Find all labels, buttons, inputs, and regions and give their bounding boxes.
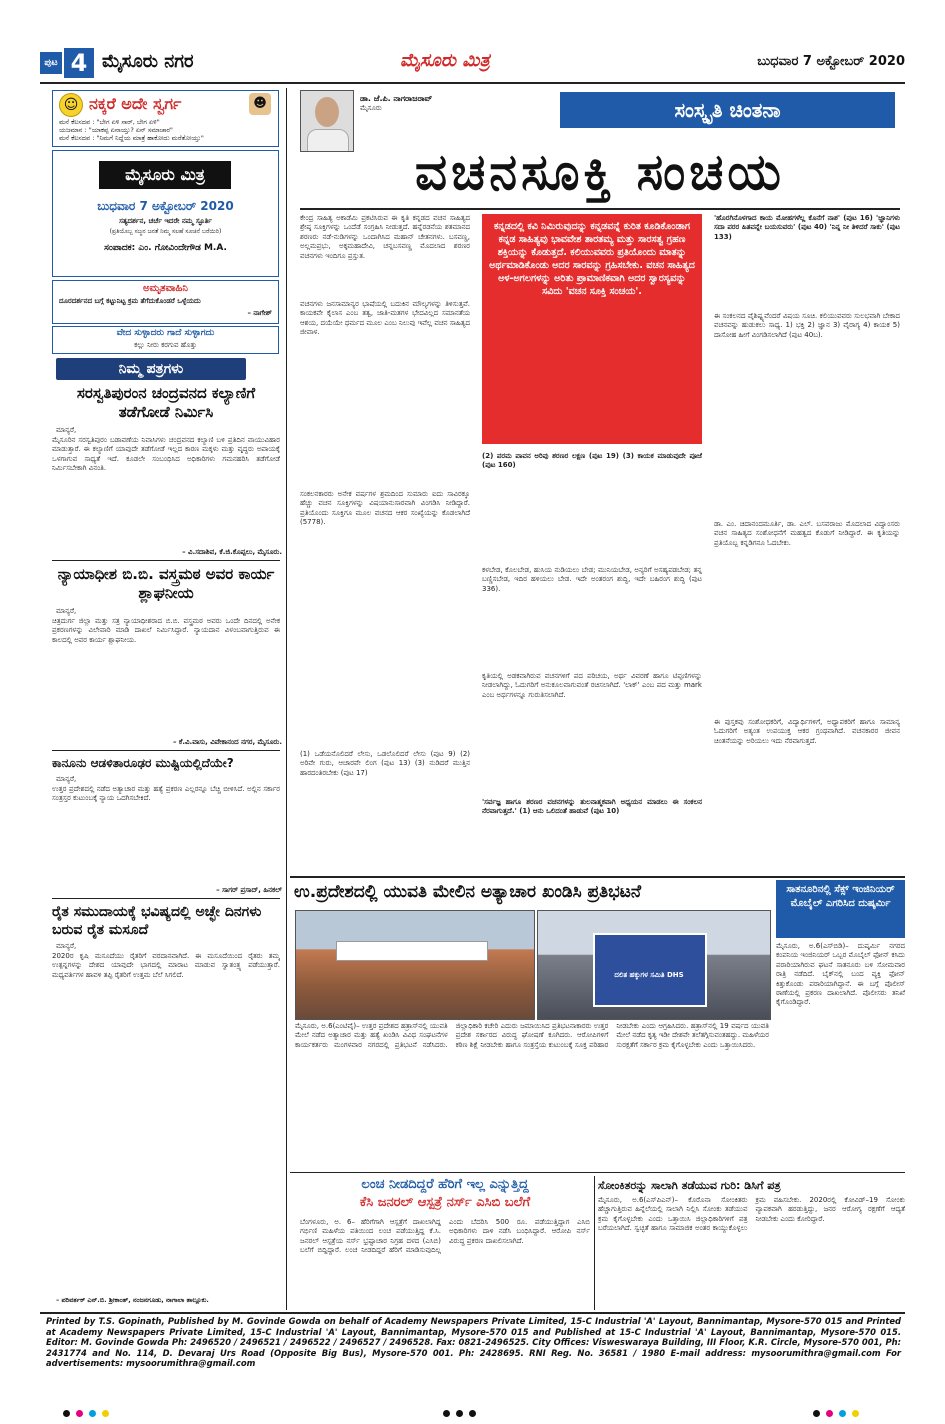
letter-title: ರೈತ ಸಮುದಾಯಕ್ಕೆ ಭವಿಷ್ಯದಲ್ಲಿ ಅಚ್ಛೇ ದಿನಗಳು ಬರುವ ರೈತ ಮಸೂದೆ (52, 904, 262, 938)
bribe-headline: ಲಂಚ ನೀಡದಿದ್ದರೆ ಹೆರಿಗೆ ಇಲ್ಲ ಎನ್ನುತ್ತಿದ್ದ (361, 1177, 529, 1192)
proverb-text: ಕಲ್ಲು ನೀರು ಕರಗುವ ಹೊತ್ತು (134, 341, 197, 349)
protest-headline: ಉ.ಪ್ರದೇಶದಲ್ಲಿ ಯುವತಿ ಮೇಲಿನ ಅತ್ಯಾಚಾರ ಖಂಡಿಸಿ ಪ್ರತಿಭಟನೆ (294, 882, 642, 902)
bribe-subheadline: ಕೆಸಿ ಜನರಲ್ ಆಸ್ಪತ್ರೆ ನರ್ಸ್ ಎಸಿಬಿ ಬಲೆಗೆ (359, 1195, 531, 1210)
editorial-date: ಬುಧವಾರ 7 ಅಕ್ಟೋಬರ್ 2020 (97, 199, 234, 213)
author-head (315, 97, 339, 127)
registration-marks-left (60, 1402, 112, 1421)
letters-banner: ನಿಮ್ಮ ಪತ್ರಗಳು (56, 358, 246, 380)
bribe-body: ಬೆಂಗಳೂರು, ಅ. 6– ಹೆರಿಗೆಗಾಗಿ ಆಸ್ಪತ್ರೆಗೆ ದಾಖಲಾಗಿದ್ದ ಗರ್ಭಿಣಿ ಮಹಿಳೆಯ ಪತಿಯಿಂದ ಲಂಚ ಪಡೆಯುತ್ತಿದ್ದ ಕೆ.ಸಿ. ಜನರಲ್ ಆಸ್ಪತ್ರೆಯ ನರ್ಸ್ ಭ್ರಷ್ಟಾಚಾರ ನಿಗ್ರಹ ದಳದ (ಎಸಿಬಿ) ಬಲೆಗೆ ಬಿದ್ದಿದ್ದಾರೆ. ಲಂಚ ನೀಡದಿದ್ದರೆ ಹೆರಿಗೆ ಮಾಡಿಸುವುದಿಲ್ಲ ಎಂದು ಬೆದರಿಸಿ 500 ರೂ. ಪಡೆಯುತ್ತಿದ್ದಾಗ ಎಸಿಬಿ ಅಧಿಕಾರಿಗಳು ದಾಳಿ ನಡೆಸಿ ಬಂಧಿಸಿದ್ದಾರೆ. ಆರೋಪಿ ನರ್ಸ್ ವಿರುದ್ಧ ಪ್ರಕರಣ ದಾಖಲಿಸಲಾಗಿದೆ. (300, 1218, 590, 1255)
humor-line: ಯಜಮಾನ : "ಯಾಕಪ್ಪ ಏನಾಯ್ತು? ಏನ್ ಸಮಾಚಾರ" (59, 126, 173, 134)
divider (290, 1172, 905, 1173)
letter-author: – ಪರಿವರ್ತಕ್ ಎನ್.ಬಿ. ಶ್ರೀಕಾಂತ್, ನಂಜನಗೂಡು, ನಾಗಾಲಾ ತಾಲ್ಲೂಕು. (56, 1296, 209, 1304)
amrutha-author: – ನಾಗೇಶ್ (247, 309, 272, 317)
letter-title: ನ್ಯಾಯಾಧೀಶ ಬಿ.ಬಿ. ವಸ್ತ್ರಮಠ ಅವರ ಕಾರ್ಯ ಶ್ಲಾಘನೀಯ (57, 565, 275, 602)
page-number: 4 (64, 48, 94, 78)
letter-body: ಮೈಸೂರಿನ ಸರಸ್ವತಿಪುರಂ ಬಡಾವಣೆಯ ನಿವಾಸಿಗಳು ಚಂದ್ರವನದ ಕಲ್ಯಾಣಿ ಬಳಿ ಪ್ರತಿದಿನ ವಾಯುವಿಹಾರ ಮಾಡುತ್ತಾರೆ. ಈ ಕಲ್ಯಾಣಿಗೆ ಯಾವುದೇ ತಡೆಗೋಡೆ ಇಲ್ಲದ ಕಾರಣ ಮಕ್ಕಳು ಮತ್ತು ವೃದ್ಧರು ಅಪಾಯಕ್ಕೆ ಒಳಗಾಗುವ ಸಾಧ್ಯತೆ ಇದೆ. ಕೂಡಲೇ ಸಂಬಂಧಿಸಿದ ಅಧಿಕಾರಿಗಳು ಗಮನಹರಿಸಿ ತಡೆಗೋಡೆ ನಿರ್ಮಿಸಬೇಕಾಗಿ ವಿನಂತಿ. (52, 436, 280, 473)
feature-right: ಈ ಸಂಕಲನದ ವೈಶಿಷ್ಟ್ಯವೆಂದರೆ ವಿಷಯ ಸೂಚಿ. ಕಲಿಯುವವರು ಸುಲಭವಾಗಿ ಬೇಕಾದ ವಚನವನ್ನು ಹುಡುಕಲು ಸಾಧ್ಯ. 1) ಭಕ್ತಿ 2) ಜ್ಞಾನ 3) ವೈರಾಗ್ಯ 4) ಕಾಯಕ 5) ದಾಸೋಹ ಹೀಗೆ ವಿಂಗಡಿಸಲಾಗಿದೆ (ಪುಟ 40ಬ). (714, 312, 900, 339)
amrutha-box (52, 280, 279, 324)
feature-middle: ಕಳಬೇಡ, ಕೊಲಬೇಡ, ಹುಸಿಯ ನುಡಿಯಲು ಬೇಡ; ಮುನಿಯಬೇಡ, ಅನ್ಯರಿಗೆ ಅಸಹ್ಯಪಡಬೇಡ; ತನ್ನ ಬಣ್ಣಿಸಬೇಡ, ಇದಿರ ಹಳಿಯಲು ಬೇಡ. ಇದೇ ಅಂತರಂಗ ಶುದ್ಧಿ, ಇದೇ ಬಹಿರಂಗ ಶುದ್ಧಿ (ಪುಟ 336). (482, 566, 702, 593)
feature-middle: ಕೃತಿಯಲ್ಲಿ ಅಡಕವಾಗಿರುವ ವಚನಗಳಿಗೆ ಪದ ಪರಿಚಯ, ಅರ್ಥ ವಿವರಣೆ ಹಾಗೂ ಟಿಪ್ಪಣಿಗಳನ್ನು ನೀಡಲಾಗಿದ್ದು, ಓದುಗರಿಗೆ ಅನುಕೂಲವಾಗುವಂತೆ ರಚಿಸಲಾಗಿದೆ. 'ಲಾಕ್' ಎಂಬ ಪದ ಮತ್ತು mark ಎಂಬ ಅರ್ಥಗಳನ್ನೂ ಗುರುತಿಸಲಾಗಿದೆ. (482, 672, 702, 699)
divider (300, 208, 900, 210)
divider (52, 560, 280, 561)
column-divider (286, 88, 287, 1310)
feature-highlight (482, 214, 702, 444)
letter-author: – ಕೆ.ವಿ.ವಾಸು, ವಿವೇಕಾನಂದ ನಗರ, ಮೈಸೂರು. (173, 738, 282, 746)
feature-body: ಸಂಕಲನಕಾರರು ಅನೇಕ ವರ್ಷಗಳ ಶ್ರಮದಿಂದ ಸುಮಾರು ಐದು ಸಾವಿರಕ್ಕೂ ಹೆಚ್ಚು ವಚನ ಸೂಕ್ತಿಗಳನ್ನು ವಿಷಯಾನುಸಾರವಾಗಿ ವಿಂಗಡಿಸಿ ನೀಡಿದ್ದಾರೆ. ಪ್ರತಿಯೊಂದು ಸೂಕ್ತಿಗೂ ಮೂಲ ವಚನದ ಆಕರ ಸಂಖ್ಯೆಯನ್ನು ಕೊಡಲಾಗಿದೆ (5778). (300, 490, 470, 527)
masthead-paper-name: ಮೈಸೂರು ಮಿತ್ರ (400, 50, 490, 71)
covid-body: ಮೈಸೂರು, ಅ.6(ಎಸ್‌ಪಿಎನ್)– ಕೊರೊನಾ ಸೋಂಕಿತರು ಹೆಚ್ಚಾಗುತ್ತಿರುವ ಹಿನ್ನೆಲೆಯಲ್ಲಿ ಸಾಲಾಗಿ ನಿಲ್ಲಿಸಿ ಸೋಂಕು ತಡೆಯುವ ಕ್ರಮ ಕೈಗೊಳ್ಳಬೇಕು ಎಂದು ಒತ್ತಾಯಿಸಿ ಜಿಲ್ಲಾಧಿಕಾರಿಗಳಿಗೆ ಪತ್ರ ಬರೆಯಲಾಗಿದೆ. ಸ್ವಚ್ಛತೆ ಹಾಗೂ ಸಾಮಾಜಿಕ ಅಂತರ ಕಾಯ್ದುಕೊಳ್ಳಲು ಕ್ರಮ ವಹಿಸಬೇಕು. 2020ರಲ್ಲಿ ಕೋವಿಡ್–19 ಸೋಂಕು ವ್ಯಾಪಕವಾಗಿ ಹರಡುತ್ತಿದ್ದು, ಜನರ ಆರೋಗ್ಯ ರಕ್ಷಣೆಗೆ ಆದ್ಯತೆ ನೀಡಬೇಕು ಎಂದು ಕೋರಿದ್ದಾರೆ. (598, 1196, 905, 1233)
nurse-headline-box: ಸಾತನೂರಿನಲ್ಲಿ ಸೆಕ್ಸ್ ಇಂಜಿನಿಯರ್ ಮೊಬೈಲ್ ಎಗರಿಸಿದ ದುಷ್ಕರ್ಮಿ (776, 880, 905, 938)
portrait-placard (593, 933, 707, 1007)
feature-right: ಡಾ. ಎಂ. ಚಿದಾನಂದಮೂರ್ತಿ, ಡಾ. ಎಲ್. ಬಸವರಾಜು ಮೊದಲಾದ ವಿದ್ವಾಂಸರು ವಚನ ಸಾಹಿತ್ಯದ ಸಂಶೋಧನೆಗೆ ಮಹತ್ವದ ಕೊಡುಗೆ ನೀಡಿದ್ದಾರೆ. ಈ ಕೃತಿಯನ್ನು ಪ್ರತಿಯೊಬ್ಬ ಕನ್ನಡಿಗನೂ ಓದಬೇಕು. (714, 520, 900, 547)
registration-marks-center (440, 1402, 479, 1421)
letter-title: ಕಾನೂನು ಆಡಳಿತಾರೂಢರ ಮುಷ್ಟಿಯಲ್ಲಿದೆಯೇ? (52, 756, 234, 770)
letter-body: 2020ರ ಕೃಷಿ ಮಸೂದೆಯು ರೈತರಿಗೆ ವರದಾನವಾಗಿದೆ. ಈ ಮಸೂದೆಯಿಂದ ರೈತರು ತಮ್ಮ ಉತ್ಪನ್ನಗಳನ್ನು ದೇಶದ ಯಾವುದೇ ಭಾಗದಲ್ಲಿ ಮಾರಾಟ ಮಾಡುವ ಸ್ವಾತಂತ್ರ್ಯ ಪಡೆಯುತ್ತಾರೆ. ಮಧ್ಯವರ್ತಿಗಳ ಹಾವಳಿ ತಪ್ಪಿ ರೈತರಿಗೆ ಉತ್ತಮ ಬೆಲೆ ಸಿಗಲಿದೆ. (52, 952, 280, 979)
feature-middle: (2) ಪರಮ ಪಾವನ ಅರಿವು ಶರಣರ ಲಕ್ಷಣ (ಪುಟ 19) (3) ಕಾಯಕ ಮಾಡುವುದೇ ಪೂಜೆ (ಪುಟ 160) (482, 452, 702, 470)
amrutha-title: ಅಮೃತವಾಹಿನಿ (143, 283, 188, 294)
registration-marks-right (810, 1402, 862, 1421)
feature-body: ವಚನಗಳು ಜನಸಾಮಾನ್ಯರ ಭಾಷೆಯಲ್ಲಿ ಬದುಕಿನ ಮೌಲ್ಯಗಳನ್ನು ತಿಳಿಸುತ್ತವೆ. ಕಾಯಕವೇ ಕೈಲಾಸ ಎಂಬ ತತ್ವ, ಜಾತಿ-ಮತಗಳ ಭೇದವಿಲ್ಲದ ಸಮಾನತೆಯ ಆಶಯ, ದಯೆಯೇ ಧರ್ಮದ ಮೂಲ ಎಂಬ ನಿಲುವು ಇವೆಲ್ಲ ವಚನ ಸಾಹಿತ್ಯದ ಜೀವಾಳ. (300, 300, 470, 337)
footer-rule (40, 1312, 905, 1314)
editorial-motto: ಸತ್ಯದರ್ಶನ, ಚರ್ಚೆ ಇದರೇ ನಮ್ಮ ಸ್ಫೂರ್ತಿ (119, 217, 212, 225)
letter-salutation: ಮಾನ್ಯರೆ, (56, 942, 77, 950)
divider (52, 750, 280, 751)
imprint: Printed by T.S. Gopinath, Published by M. Govinde Gowda on behalf of Academy Newspapers Private Limited, 15-C Industrial 'A' Layout, Bannimantap, Mysore-570 015 and Printed at Academy Newspapers Private Limited, 15-C Industrial 'A' Layout, Bannimantap, Mysore-570 015 and Published at 15-C Industrial 'A' Layout, Bannimantap, Mysore-570 015. Editor: M. Govinde Gowda Ph: 2496520 / 2496521 / 2496522 / 2496527 / 2496528. Fax: 0821-2496525. City Offices: Visweswaraya Building, III Floor, K.R. Circle, Mysore-570 001, Ph: 2431774 and No. 114, D. Devaraj Urs Road (Opposite Big Bus), Mysore-570 001. Ph: 2428695. RNI Reg. No. 36581 / 1980 E-mail address: mysoorumithra@gmail.com For advertisements: mysoorumithra@gmail.com (46, 1316, 901, 1369)
section-name: ಮೈಸೂರು ನಗರ (102, 51, 194, 72)
proverb-box (52, 326, 279, 354)
feature-right: ಈ ಪುಸ್ತಕವು ಸಂಶೋಧಕರಿಗೆ, ವಿದ್ಯಾರ್ಥಿಗಳಿಗೆ, ಅಧ್ಯಾಪಕರಿಗೆ ಹಾಗೂ ಸಾಮಾನ್ಯ ಓದುಗರಿಗೆ ಅತ್ಯಂತ ಉಪಯುಕ್ತ ಆಕರ ಗ್ರಂಥವಾಗಿದೆ. ವಚನಕಾರರ ಜೀವನ ಚಿಂತನೆಯನ್ನು ಅರಿಯಲು ಇದು ನೆರವಾಗುತ್ತದೆ. (714, 718, 900, 745)
page-label: ಪುಟ (40, 52, 62, 74)
feature-right: 'ಹೊರಗಿನೊಳಗಾದ ಕಾಯ ಮೋಹಗಳೆಲ್ಲ ಕೊನೆಗೆ ನಾಶ' (ಪುಟ 16) 'ಜ್ಞಾನಿಗಳು ಸದಾ ಪರರ ಹಿತವನ್ನೇ ಬಯಸುವರು' (ಪುಟ 40) 'ನಿನ್ನ ನೀ ತಿಳಿದರೆ ಸಾಕು' (ಪುಟ 133) (714, 214, 900, 241)
letter-body: ಚಿತ್ರದುರ್ಗ ಜಿಲ್ಲಾ ಮತ್ತು ಸತ್ರ ನ್ಯಾಯಾಧೀಶರಾದ ಬಿ.ಬಿ. ವಸ್ತ್ರಮಠ ಅವರು ಒಂದೇ ದಿನದಲ್ಲಿ ಅನೇಕ ಪ್ರಕರಣಗಳನ್ನು ವಿಲೇವಾರಿ ಮಾಡಿ ದಾಖಲೆ ನಿರ್ಮಿಸಿದ್ದಾರೆ. ನ್ಯಾಯದಾನ ವಿಳಂಬವಾಗುತ್ತಿರುವ ಈ ಕಾಲದಲ್ಲಿ ಅವರ ಕಾರ್ಯ ಶ್ಲಾಘನೀಯ. (52, 617, 280, 644)
protest-body: ಮೈಸೂರು, ಅ.6(ಎಂಟಿವೈ)– ಉತ್ತರ ಪ್ರದೇಶದ ಹತ್ರಾಸ್‌ನಲ್ಲಿ ಯುವತಿ ಮೇಲೆ ನಡೆದ ಅತ್ಯಾಚಾರ ಮತ್ತು ಹತ್ಯೆ ಖಂಡಿಸಿ ವಿವಿಧ ಸಂಘಟನೆಗಳ ಕಾರ್ಯಕರ್ತರು ಮಂಗಳವಾರ ನಗರದಲ್ಲಿ ಪ್ರತಿಭಟನೆ ನಡೆಸಿದರು. ಜಿಲ್ಲಾಧಿಕಾರಿ ಕಚೇರಿ ಎದುರು ಜಮಾಯಿಸಿದ ಪ್ರತಿಭಟನಾಕಾರರು ಉತ್ತರ ಪ್ರದೇಶ ಸರ್ಕಾರದ ವಿರುದ್ಧ ಘೋಷಣೆ ಕೂಗಿದರು. ಆರೋಪಿಗಳಿಗೆ ಕಠಿಣ ಶಿಕ್ಷೆ ನೀಡಬೇಕು ಹಾಗೂ ಸಂತ್ರಸ್ತೆಯ ಕುಟುಂಬಕ್ಕೆ ಸೂಕ್ತ ಪರಿಹಾರ ನೀಡಬೇಕು ಎಂದು ಆಗ್ರಹಿಸಿದರು. ಹತ್ರಾಸ್‌ನಲ್ಲಿ 19 ವರ್ಷದ ಯುವತಿ ಮೇಲೆ ನಡೆದ ಕೃತ್ಯ ಇಡೀ ದೇಶವೇ ತಲೆತಗ್ಗಿಸುವಂತಹದ್ದು. ಮಹಿಳೆಯರ ಸುರಕ್ಷತೆಗೆ ಸರ್ಕಾರ ಕ್ರಮ ಕೈಗೊಳ್ಳಬೇಕು ಎಂದು ಒತ್ತಾಯಿಸಿದರು. (295, 1022, 769, 1049)
letter-title: ಸರಸ್ವತಿಪುರಂನ ಚಂದ್ರವನದ ಕಲ್ಯಾಣಿಗೆ ತಡೆಗೋಡೆ ನಿರ್ಮಿಸಿ (76, 384, 256, 421)
proverb-title: ವೇದ ಸುಳ್ಳಾದರು ಗಾದೆ ಸುಳ್ಳಾಗದು (116, 328, 215, 338)
highlight-text: ಕನ್ನಡದಲ್ಲಿ ಕವಿ ನಿಮಿರುವುದನ್ನು ಕನ್ನಡವನ್ನೆ ಕುರಿತ ಕೂಡಿಕೊಂಡಾಗ ಕನ್ನಡ ಸಾಹಿತ್ಯವು ಭಾವವೇಶ ತಾರತಮ್ಯ ಮತ್ತು ಸಾರಸತ್ವ ಗ್ರಹಣ ಶಕ್ತಿಯನ್ನು ಕೊಡುತ್ತದೆ. ಕಲಿಯುವವರು ಪ್ರತಿಯೊಂದು ಮಾತನ್ನು ಅರ್ಥಮಾಡಿಕೊಂಡು ಅದರ ಸಾರವನ್ನು ಗ್ರಹಿಸಬೇಕು. ವಚನ ಸಾಹಿತ್ಯದ ಅಳ-ಅಗಲಗಳನ್ನು ಅರಿತು ಪ್ರಾಮಾಣಿಕವಾಗಿ ಅದರ ಸ್ವಾರಸ್ಯವನ್ನು ಸವಿದು 'ವಚನ ಸೂಕ್ತಿ ಸಂಚಯ'. (489, 221, 695, 297)
masthead-rule (40, 82, 905, 84)
letter-salutation: ಮಾನ್ಯರೆ, (56, 426, 77, 434)
covid-headline: ಸೋಂಕಿತರನ್ನು ಸಾಲಾಗಿ ತಡೆಯುವ ಗುರಿ: ಡಿಸಿಗೆ ಪತ್ರ (598, 1179, 781, 1192)
feature-headline: ವಚನಸೂಕ್ತಿ ಸಂಚಯ (415, 143, 785, 201)
cartoon-figure-icon: ☻ (249, 93, 271, 115)
protest-photo-left (295, 910, 535, 1020)
humor-box (52, 90, 279, 147)
editorial-note: (ಪ್ರತಿಯೊಬ್ಬ ಸಜ್ಜನ ಜನತೆ ನಿಮ್ಮ ಸಲಹೆ ಸೂಚನೆ ಬರೆಯಿರಿ) (109, 228, 222, 235)
protest-banner-text: ದಲಿತ ಹಕ್ಕುಗಳ ಸಮಿತಿ DHS (614, 971, 684, 979)
amrutha-text: ದೂರದರ್ಶನದ ಬಗ್ಗೆ ಕಟ್ಟುನಿಟ್ಟ ಕ್ರಮ ತೆಗೆದುಕೊಂಡರೆ ಒಳ್ಳೆಯದು (59, 297, 201, 305)
protest-photo-right (537, 910, 771, 1020)
humor-title: ನಕ್ಕರೆ ಅದೇ ಸ್ವರ್ಗ (89, 94, 182, 113)
editorial-logo: ಮೈಸೂರು ಮಿತ್ರ (99, 161, 231, 189)
divider (52, 898, 280, 899)
letter-author: – ವಿ.ಸದಾಶಿವ, ಕೆ.ಜಿ.ಕೊಪ್ಪಲು, ಮೈಸೂರು. (182, 548, 282, 556)
divider (290, 876, 905, 878)
mobile-story-body: ಮೈಸೂರು, ಅ.6(ಎಸ್‌ಬಿಡಿ)– ದುಷ್ಕರ್ಮಿ ನಗರದ ಕಂಪನಿಯ ಇಂಜಿನಿಯರ್ ಒಬ್ಬರ ಮೊಬೈಲ್ ಫೋನ್ ಕಸಿದು ಪರಾರಿಯಾಗಿರುವ ಘಟನೆ ಸಾತನೂರು ಬಳಿ ಸೋಮವಾರ ರಾತ್ರಿ ನಡೆದಿದೆ. ಬೈಕ್‌ನಲ್ಲಿ ಬಂದ ವ್ಯಕ್ತಿ ಫೋನ್ ಕಿತ್ತುಕೊಂಡು ಪರಾರಿಯಾಗಿದ್ದಾನೆ. ಈ ಬಗ್ಗೆ ಪೊಲೀಸ್ ಠಾಣೆಯಲ್ಲಿ ಪ್ರಕರಣ ದಾಖಲಾಗಿದೆ. ಪೊಲೀಸರು ತನಿಖೆ ಕೈಗೊಂಡಿದ್ದಾರೆ. (776, 942, 905, 1007)
column-divider (594, 1176, 595, 1310)
letter-salutation: ಮಾನ್ಯರೆ, (56, 775, 77, 783)
series-name: ಸಂಸ್ಕೃತಿ ಚಿಂತನಾ (560, 92, 895, 128)
author-name: ಡಾ. ಜೆ.ಪಿ. ನಾಗರಾಜರಾವ್ (360, 94, 433, 103)
letter-salutation: ಮಾನ್ಯರೆ, (56, 607, 77, 615)
letter-body: ಉತ್ತರ ಪ್ರದೇಶದಲ್ಲಿ ನಡೆದ ಅತ್ಯಾಚಾರ ಮತ್ತು ಹತ್ಯೆ ಪ್ರಕರಣ ಎಲ್ಲರನ್ನೂ ಬೆಚ್ಚಿ ಬೀಳಿಸಿದೆ. ಅಲ್ಲಿನ ಸರ್ಕಾರ ಸಂತ್ರಸ್ತರ ಕುಟುಂಬಕ್ಕೆ ನ್ಯಾಯ ಒದಗಿಸಬೇಕಿದೆ. (52, 785, 280, 803)
author-city: ಮೈಸೂರು (360, 104, 382, 112)
editor-name: ಸಂಪಾದಕ: ಎಂ. ಗೋವಿಂದೇಗೌಡ M.A. (104, 243, 227, 253)
editorial-box (52, 150, 279, 277)
laughing-face-icon: ☺ (59, 93, 83, 117)
feature-body: (1) ಒಡೆಯನೊಲಿದರೆ ಲೇಸು, ಒಡಲೊಲಿದರೆ ಲೇಸು (ಪುಟ 9) (2) ಅರಿವೇ ಗುರು, ಆಚಾರವೇ ಲಿಂಗ (ಪುಟ 13) (3) ನುಡಿದರೆ ಮುತ್ತಿನ ಹಾರದಂತಿರಬೇಕು (ಪುಟ 17) (300, 750, 470, 777)
masthead-date: ಬುಧವಾರ 7 ಅಕ್ಟೋಬರ್ 2020 (757, 54, 905, 69)
letter-author: – ಸಾಗರ್ ಪ್ರಸಾದ್, ಹಿನಕಲ್ (216, 886, 282, 894)
humor-line: ಮನೆ ಕೆಲಸದವ : "ನಿಮಗೆ ನಿದ್ದೆಯ ಮಾತ್ರೆ ಹಾಕೋದು ಮರೆತೋಯ್ತು" (59, 134, 204, 142)
feature-body: ಕೇಂದ್ರ ಸಾಹಿತ್ಯ ಅಕಾಡೆಮಿ ಪ್ರಕಟಿಸಿರುವ ಈ ಕೃತಿ ಕನ್ನಡದ ವಚನ ಸಾಹಿತ್ಯದ ಶ್ರೇಷ್ಠ ಸೂಕ್ತಿಗಳನ್ನು ಒಂದೆಡೆ ಸಂಗ್ರಹಿಸಿ ನೀಡುತ್ತದೆ. ಹನ್ನೆರಡನೆಯ ಶತಮಾನದ ಶರಣರು ನಡೆ-ನುಡಿಗಳನ್ನು ಒಂದಾಗಿಸಿದ ಮಹಾನ್ ಚೇತನಗಳು. ಬಸವಣ್ಣ, ಅಲ್ಲಮಪ್ರಭು, ಅಕ್ಕಮಹಾದೇವಿ, ಚನ್ನಬಸವಣ್ಣ ಮೊದಲಾದ ಶರಣರ ವಚನಗಳು ಇಂದಿಗೂ ಪ್ರಸ್ತುತ. (300, 214, 470, 260)
banner-strip (336, 941, 488, 961)
feature-middle: 'ಸರ್ವಜ್ಞ ಹಾಗೂ ಶರಣರ ವಚನಗಳನ್ನು ತುಲನಾತ್ಮಕವಾಗಿ ಅಧ್ಯಯನ ಮಾಡಲು ಈ ಸಂಕಲನ ನೆರವಾಗುತ್ತದೆ.' (1) ಆನು ಒಲಿದಂತೆ ಹಾಡುವೆ (ಪುಟ 10) (482, 798, 702, 816)
humor-line: ಮನೆ ಕೆಲಸದವ : "ಬೇಗ ಏಳಿ ಸಾರ್, ಬೇಗ ಏಳಿ" (59, 118, 160, 126)
masthead (40, 46, 905, 80)
